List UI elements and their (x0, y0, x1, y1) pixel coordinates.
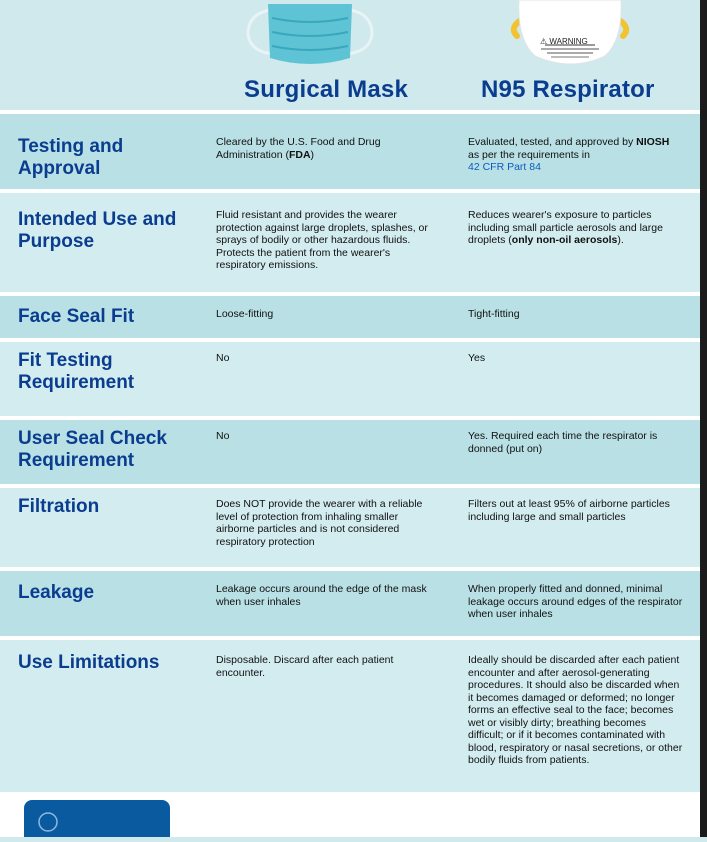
row-filtration (0, 484, 700, 567)
n95-cell: Ideally should be discarded after each patient encounter and after aerosol-generating procedures. It should also be discarded when it becomes damaged or deformed; no longer forms an effective seal to the face; becomes wet or visibly dirty; breathing becomes difficult; or if it becomes contaminated with blood, respiratory or nasal secretions, or other bodily fluids from patients. (468, 654, 683, 766)
row-label: Leakage (18, 582, 95, 603)
surgical-mask-illustration (240, 0, 380, 68)
surgical-cell: Fluid resistant and provides the wearer protection against large droplets, splashes, or sprays of bodily or other hazardous fluids. Protects the patient from the wearer's respiratory emissions. (216, 209, 428, 271)
header (0, 0, 700, 112)
row-face-seal-fit (0, 292, 700, 338)
row-use-limitations (0, 636, 700, 792)
n95-cell: Reduces wearer's exposure to particles including small particle aerosols and large droplets (only non-oil aerosols). (468, 209, 663, 246)
row-label: Testing and Approval (18, 136, 124, 179)
row-testing-approval (0, 110, 700, 189)
surgical-cell: Cleared by the U.S. Food and Drug Administration (FDA) (216, 136, 381, 161)
n95-cell: Filters out at least 95% of airborne particles including large and small particles (468, 498, 670, 523)
surgical-cell: Does NOT provide the wearer with a reliable level of protection from inhaling smaller airborne particles and is not considered respiratory protection (216, 498, 423, 548)
row-label: Intended Use and Purpose (18, 209, 177, 252)
n95-cell: When properly fitted and donned, minimal leakage occurs around edges of the respirator when user inhales (468, 583, 683, 620)
row-fit-testing (0, 338, 700, 416)
surgical-cell: Leakage occurs around the edge of the mask when user inhales (216, 583, 427, 608)
row-label: Filtration (18, 496, 100, 517)
n95-cell: Evaluated, tested, and approved by NIOSH as per the requirements in 42 CFR Part 84 (468, 136, 670, 173)
row-intended-use (0, 189, 700, 292)
row-user-seal-check (0, 416, 700, 484)
row-leakage (0, 567, 700, 636)
row-label: User Seal Check Requirement (18, 428, 167, 471)
surgical-cell: No (216, 430, 230, 442)
surgical-cell: Disposable. Discard after each patient encounter. (216, 654, 394, 679)
row-label: Fit Testing Requirement (18, 350, 135, 393)
seal-icon (24, 800, 64, 837)
row-label: Use Limitations (18, 652, 160, 673)
n95-cell: Yes (468, 352, 486, 364)
surgical-cell: No (216, 352, 230, 364)
agency-logo (24, 800, 170, 837)
n95-cell: Yes. Required each time the respirator is donned (put on) (468, 430, 658, 455)
n95-cell: Tight-fitting (468, 308, 520, 320)
n95-respirator-heading: N95 Respirator (481, 76, 655, 103)
n95-respirator-illustration (505, 0, 635, 68)
row-label: Face Seal Fit (18, 306, 135, 327)
cfr-link[interactable]: 42 CFR Part 84 (468, 161, 541, 173)
warning-label: ⚠ WARNING (540, 37, 588, 46)
surgical-mask-heading: Surgical Mask (244, 76, 409, 103)
scrollbar-edge (700, 0, 707, 837)
surgical-cell: Loose-fitting (216, 308, 274, 320)
